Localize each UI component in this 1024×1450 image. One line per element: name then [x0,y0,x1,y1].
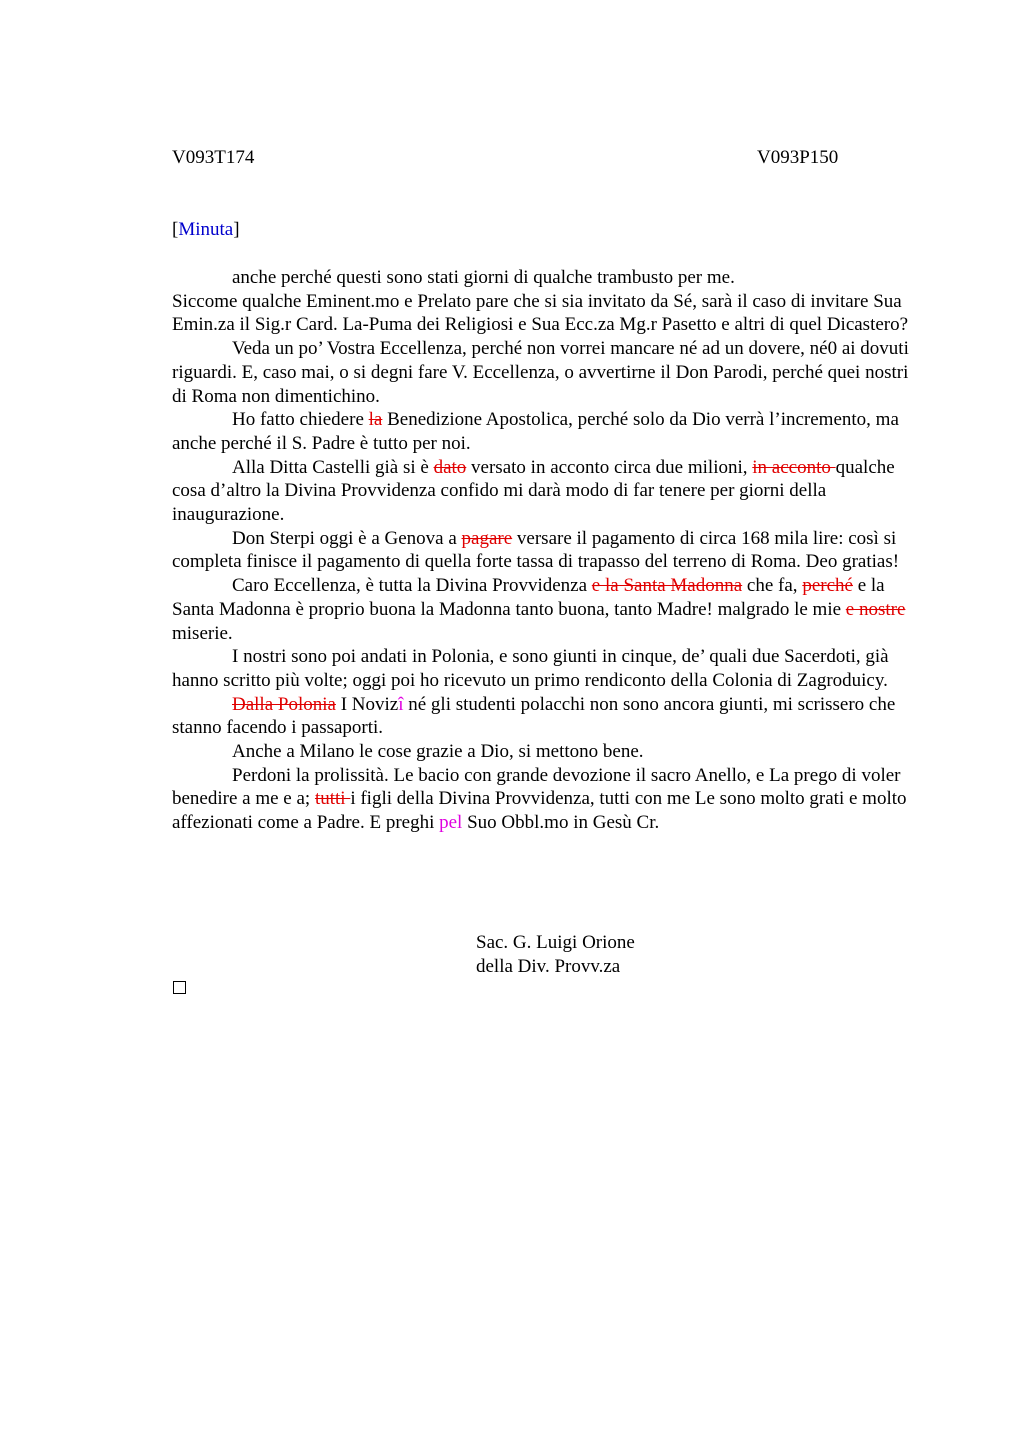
text-segment: Suo Obbl.mo in Gesù Cr. [462,812,660,834]
deleted-text: in acconto [752,456,836,478]
minuta-label [172,219,240,241]
text-segment: versato in acconto circa due milioni, [466,456,753,478]
inserted-text: î [398,693,404,715]
paragraph-4 [172,408,924,455]
text-segment: miserie. [172,622,233,644]
letter-body [172,266,924,835]
deleted-text: dato [433,456,467,478]
text-segment: Ho fatto chiedere [232,409,369,431]
deleted-text: pagare [461,527,513,549]
paragraph-7 [172,574,924,645]
paragraph-1: anche perché questi sono stati giorni di qualche trambusto per me. [232,267,735,288]
paragraph-10: Anche a Milano le cose grazie a Dio, si mettono bene. [232,741,644,763]
deleted-text: tutti [314,788,351,810]
paragraph-6 [172,527,924,574]
text-segment: Caro Eccellenza, è tutta la Divina Provvidenza [232,575,592,597]
text-segment: che fa, [742,575,803,597]
text-segment: Don Sterpi oggi è a Genova a [232,527,462,549]
document-code-left: V093T174 [172,147,255,168]
text-segment: I Noviz [335,693,399,715]
text-segment: Alla Ditta Castelli già si è [232,456,434,478]
signature [476,931,635,979]
deleted-text: perché [802,575,853,597]
paragraph-3: Veda un po’ Vostra Eccellenza, perché non vorrei mancare né ad un dovere, né0 ai dovuti riguardi. E, caso mai, o si degni fare V. Eccellenza, o avvertirne il Don Parodi, perché quei nostri di Roma non dimentichino. [172,338,909,407]
deleted-text: e nostre [845,598,906,620]
signature-title: della Div. Provv.za [476,956,621,977]
inserted-text: pel [439,812,463,834]
paragraph-9 [172,693,924,740]
signature-name: Sac. G. Luigi Orione [476,932,635,953]
text-segment: versare il pagamento di circa 168 mila lire: così si completa finisce il pagamento di quella forte tassa di trapasso del terreno di Roma. Deo gratias! [172,527,900,573]
text-segment: Perdoni la prolissità. Le bacio con grande devozione il sacro Anello, e La prego di voler benedire a me e a; [172,764,901,810]
text-segment: i figli della Divina Provvidenza, tutti con me Le sono molto grati e molto affezionati come a Padre. E preghi [172,788,907,834]
text-segment: né gli studenti polacchi non sono ancora giunti, mi scrissero che stanno facendo i passaporti. [172,693,896,739]
text-segment: e la Santa Madonna è proprio buona la Madonna tanto buona, tanto Madre! malgrado le mie [172,575,885,620]
paragraph-2: Siccome qualche Eminent.mo e Prelato pare che si sia invitato da Sé, sarà il caso di invitare Sua Emin.za il Sig.r Card. La-Puma dei Religiosi e Sua Ecc.za Mg.r Pasetto e altri di quel Dicastero? [172,290,909,336]
deleted-text: la [368,409,383,431]
deleted-text: e la Santa Madonna [591,575,743,597]
text-segment: qualche cosa d’altro la Divina Provvidenza confido mi darà modo di far tenere per giorni della inaugurazione. [172,456,895,526]
paragraph-5 [172,456,924,527]
bracket-close: ] [233,219,240,240]
end-marker-box [173,981,186,994]
bracket-open: [ [172,219,179,240]
text-segment: Benedizione Apostolica, perché solo da Dio verrà l’incremento, ma anche perché il S. Padre è tutto per noi. [172,409,899,454]
document-code-right: V093P150 [757,147,839,168]
paragraph-11 [172,764,924,835]
minuta-text: Minuta [178,219,234,240]
paragraph-8: I nostri sono poi andati in Polonia, e sono giunti in cinque, de’ quali due Sacerdoti, già hanno scritto più volte; oggi poi ho ricevuto un primo rendiconto della Colonia di Zagroduicy. [172,646,889,691]
deleted-text: Dalla Polonia [232,693,336,715]
